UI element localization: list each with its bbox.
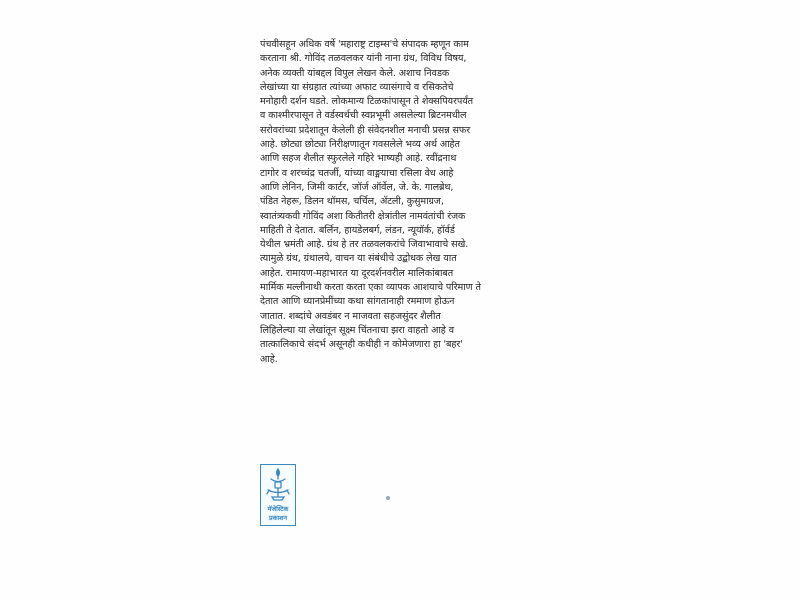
blurb-line: आणि सहज शैलीत स्फुरलेले गहिरे भाष्यही आहे. रवींद्रनाथ xyxy=(260,153,457,165)
print-speck xyxy=(386,496,390,500)
blurb-line: टागोर व शरच्चंद्र चतर्जी, यांच्या वाङ्मयाचा रसिला वेध आहे xyxy=(260,167,454,179)
publisher-name-line2: प्रकाशन xyxy=(268,514,288,522)
publisher-name-line1: मॅजेस्टिक xyxy=(267,505,289,513)
blurb-line: लेखांच्या या संग्रहात त्यांच्या अफाट व्यासंगाचे व रसिकतेचे xyxy=(260,81,454,93)
blurb-line: त्यामुळे ग्रंथ, ग्रंथालये, वाचन या संबंधीचे उद्बोधक लेख यात xyxy=(260,253,457,265)
blurb-line: अनेक व्यक्ती यांबद्दल विपुल लेखन केले. अशाच निवडक xyxy=(260,67,450,79)
blurb-line: लिहिलेल्या या लेखांतून सूक्ष्म चिंतनाचा झरा वाहतो आहे व xyxy=(260,324,454,336)
blurb-line: आहे. xyxy=(260,353,278,365)
blurb-line: देतात आणि ध्यानप्रेमींच्या कथा सांगतानाही रममाण होऊन xyxy=(260,296,455,308)
back-cover-blurb xyxy=(260,38,510,367)
blurb-line: तात्कालिकाचे संदर्भ असूनही कधीही न कोमेजणारा हा 'बहर' xyxy=(260,339,463,351)
blurb-line: मनोहारी दर्शन घडते. लोकमान्य टिळकांपासून ते शेक्सपियरपर्यंत xyxy=(260,96,474,108)
publisher-logo xyxy=(260,464,296,526)
blurb-line: जातात. शब्दांचे अवडंबर न माजवता सहजसुंदर शैलीत xyxy=(260,310,441,322)
blurb-line: स्वातंत्र्यकवी गोविंद अशा कितीतरी क्षेत्रांतील नामवंतांची रंजक xyxy=(260,210,466,222)
blurb-line: येथील भ्रमंती आहे. ग्रंथ हे तर तळवलकरांचे जिवाभावाचे सखे. xyxy=(260,239,469,251)
blurb-line: करताना श्री. गोविंद तळवलकर यांनी नाना ग्रंथ, विविध विषय, xyxy=(260,53,467,65)
blurb-line: मार्मिक मल्लीनाथी करता करता एका व्यापक आशयाचे परिमाण ते xyxy=(260,282,481,294)
blurb-line: आणि लेनिन, जिमी कार्टर, जॉर्ज ऑर्वेल, जे. के. गालब्रेथ, xyxy=(260,181,454,193)
blurb-line: सरोवरांच्या प्रदेशातून केलेली ही संवेदनशील मनाची प्रसन्न सफर xyxy=(260,124,471,136)
blurb-line: व काश्मीरपासून ते वर्डस्वर्थची स्वप्नभूमी असलेल्या ब्रिटनमधील xyxy=(260,110,467,122)
blurb-line: आहेत. रामायण-महाभारत या दूरदर्शनवरील मालिकांबाबत xyxy=(260,267,454,279)
blurb-line: आहे. छोट्या छोट्या निरीक्षणातून गवसलेले भव्य अर्थ आहेत xyxy=(260,139,460,151)
lamp-emblem-icon xyxy=(263,467,293,503)
blurb-line: पंडित नेहरू, डिलन थॉमस, चर्चिल, ॲटली, कुसुमाग्रज, xyxy=(260,196,444,208)
blurb-line: माहिती ते देतात. बर्लिन, हायडेलबर्ग, लंडन, न्यूयॉर्क, हॉर्वर्ड xyxy=(260,224,455,236)
blurb-line: पंचवीसहून अधिक वर्षे 'महाराष्ट्र टाइम्स'चे संपादक म्हणून काम xyxy=(260,39,469,50)
